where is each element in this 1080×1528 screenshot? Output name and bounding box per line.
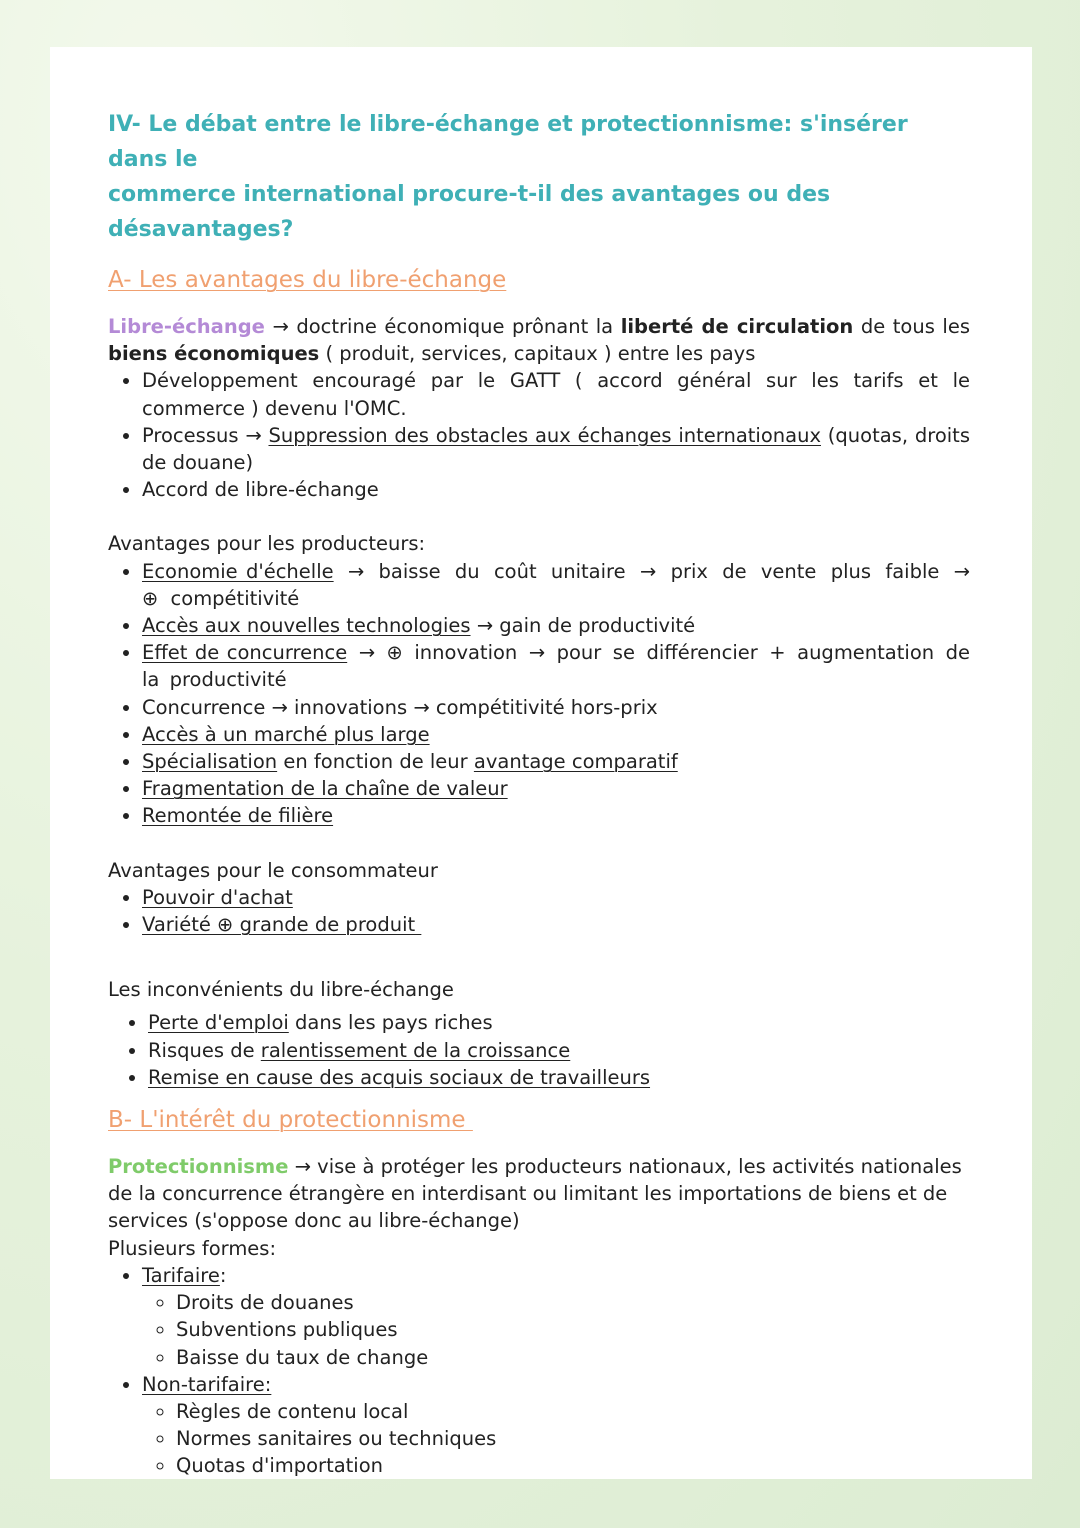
list-item: • Spécialisation en fonction de leur avantage comparatif <box>142 748 970 775</box>
list-item: • Accord de libre-échange <box>142 476 970 503</box>
list-item: ◦ Droits de douanes <box>176 1289 970 1316</box>
list-item: • Effet de concurrence → ⊕ innovation → pour se différencier + augmentation de la productivité <box>142 639 970 693</box>
list-item: • Développement encouragé par le GATT ( accord général sur les tarifs et le commerce ) devenu l'OMC. <box>142 367 970 421</box>
title-line-2: commerce international procure-t-il des avantages ou des désavantages? <box>108 182 831 242</box>
producers-heading: Avantages pour les producteurs: <box>108 532 426 556</box>
list-item: • Accès à un marché plus large <box>142 721 970 748</box>
drawbacks-heading: Les inconvénients du libre-échange <box>108 978 454 1002</box>
list-item: • Accès aux nouvelles technologies → gain de productivité <box>142 612 970 639</box>
list-item: • Fragmentation de la chaîne de valeur <box>142 775 970 802</box>
list-item: • Remise en cause des acquis sociaux de travailleurs <box>148 1064 970 1091</box>
non-tarifaire-sublist <box>142 1398 970 1480</box>
section-b-heading: B- L'intérêt du protectionnisme <box>108 1107 473 1134</box>
forms-list <box>108 1262 970 1480</box>
term-libre-echange: Libre-échange <box>108 315 265 338</box>
section-a-heading: A- Les avantages du libre-échange <box>108 267 507 293</box>
list-item: • Processus → Suppression des obstacles aux échanges internationaux (quotas, droits de douane) <box>142 422 970 476</box>
definition-libre-echange: Libre-échange → doctrine économique prônant la liberté de circulation de tous les biens économiques ( produit, services, capitaux ) entre les pays <box>108 315 971 366</box>
list-item: • Perte d'emploi dans les pays riches <box>148 1009 970 1036</box>
libre-echange-list <box>108 367 970 503</box>
list-item: ◦ Normes sanitaires ou techniques <box>176 1425 970 1452</box>
list-item: • Pouvoir d'achat <box>142 884 970 911</box>
list-item: • Concurrence → innovations → compétitivité hors-prix <box>142 694 970 721</box>
list-item: • Variété ⊕ grande de produit <box>142 911 970 938</box>
consumer-heading: Avantages pour le consommateur <box>108 858 438 882</box>
definition-protectionnisme: Protectionnisme → vise à protéger les producteurs nationaux, les activités nationales de la concurrence étrangère en interdisant ou limitant les importations de biens et de services (s'oppose donc au libre-échange) <box>108 1155 962 1233</box>
producers-list <box>108 558 970 830</box>
list-item: • Economie d'échelle → baisse du coût unitaire → prix de vente plus faible → ⊕ compétitivité <box>142 558 970 612</box>
list-item: ◦ Règles de contenu local <box>176 1398 970 1425</box>
page-title <box>108 107 970 247</box>
drawbacks-list <box>108 1009 970 1091</box>
tarifaire-sublist <box>142 1289 970 1371</box>
list-item: ◦ Quotas d'importation <box>176 1452 970 1479</box>
note-page <box>50 47 1032 1479</box>
term-protectionnisme: Protectionnisme <box>108 1155 289 1179</box>
list-item: • Risques de ralentissement de la croissance <box>148 1037 970 1064</box>
title-line-1: IV- Le débat entre le libre-échange et protectionnisme: s'insérer dans le <box>108 112 908 172</box>
list-item: • Remontée de filière <box>142 802 970 829</box>
forms-heading: Plusieurs formes: <box>108 1236 277 1260</box>
list-item-non-tarifaire: • Non-tarifaire: ◦ Règles de contenu local ◦ Normes sanitaires ou techniques ◦ Quotas d'importation <box>142 1371 970 1480</box>
list-item: ◦ Baisse du taux de change <box>176 1344 970 1371</box>
consumer-list <box>108 884 970 938</box>
list-item-tarifaire: • Tarifaire: ◦ Droits de douanes ◦ Subventions publiques ◦ Baisse du taux de change <box>142 1262 970 1371</box>
list-item: ◦ Subventions publiques <box>176 1316 970 1343</box>
